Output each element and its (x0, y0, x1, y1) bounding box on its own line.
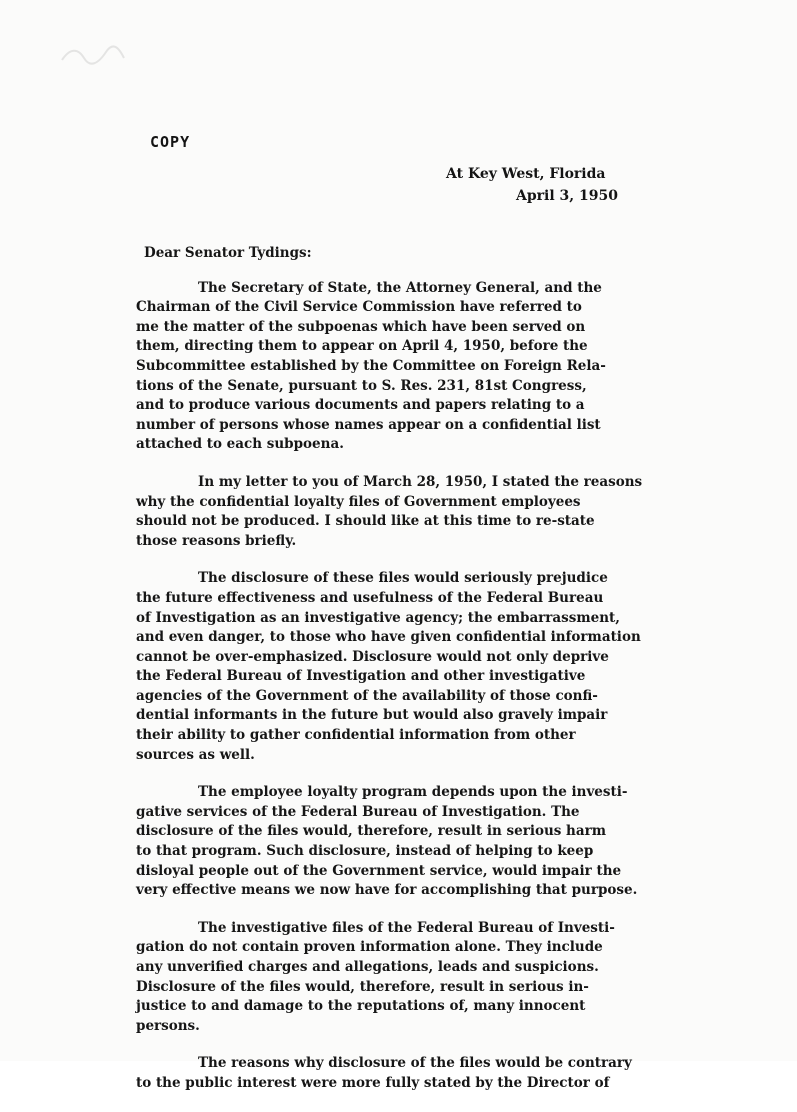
place-date-block (446, 163, 676, 207)
scan-smudge-mark (58, 44, 128, 66)
paragraph-line: persons. (136, 1017, 200, 1034)
paragraph-line: attached to each subpoena. (136, 436, 344, 453)
letter-date: April 3, 1950 (516, 188, 618, 204)
paragraph-line: and to produce various documents and papers relating to a (136, 397, 585, 414)
paragraph-line: justice to and damage to the reputations of, many innocent (136, 998, 586, 1015)
paragraph (136, 473, 676, 551)
paragraph-line: disclosure of the files would, therefore, result in serious harm (136, 823, 607, 840)
paragraph-line: gative services of the Federal Bureau of Investigation. The (136, 803, 580, 820)
paragraph-line: dential informants in the future but would also gravely impair (136, 707, 608, 724)
paragraph-line: any unverified charges and allegations, leads and suspicions. (136, 959, 599, 975)
paragraph-line: very effective means we now have for accomplishing that purpose. (136, 882, 638, 899)
copy-label: COPY (150, 133, 191, 151)
paragraph-line: The Secretary of State, the Attorney General, and the (198, 279, 602, 296)
paragraph-line: the Federal Bureau of Investigation and other investigative (136, 668, 586, 685)
letter-body (136, 244, 676, 1112)
paragraph-line: me the matter of the subpoenas which have been served on (136, 318, 586, 335)
paragraph-line: sources as well. (136, 746, 255, 763)
paragraph-line: their ability to gather confidential information from other (136, 727, 576, 744)
paragraph-line: of Investigation as an investigative agency; the embarrassment, (136, 609, 620, 626)
paragraph (136, 569, 676, 765)
paragraph-line: agencies of the Government of the availability of those confi- (136, 687, 598, 704)
letter-place: At Key West, Florida (446, 166, 606, 182)
paragraph-line: should not be produced. I should like at this time to re-state (136, 513, 595, 530)
paragraph (136, 919, 676, 1037)
paragraph-line: the future effectiveness and usefulness of the Federal Bureau (136, 589, 604, 606)
paragraph (136, 1054, 676, 1093)
paragraph-line: The reasons why disclosure of the files would be contrary (198, 1055, 632, 1072)
paragraph-line: and even danger, to those who have given confidential information (136, 629, 641, 646)
paragraph-line: those reasons briefly. (136, 532, 297, 549)
paragraph-line: The disclosure of these files would seriously prejudice (198, 570, 608, 587)
paragraph-line: In my letter to you of March 28, 1950, I stated the reasons (198, 473, 643, 490)
paragraph-line: The investigative files of the Federal Bureau of Investi- (198, 919, 615, 936)
paragraph-line: to that program. Such disclosure, instead of helping to keep (136, 843, 594, 860)
paragraph-line: Subcommittee established by the Committee on Foreign Rela- (136, 357, 606, 374)
paragraph-line: tions of the Senate, pursuant to S. Res. 231, 81st Congress, (136, 377, 587, 394)
paragraph-line: Disclosure of the files would, therefore, result in serious in- (136, 978, 589, 995)
paragraph-line: number of persons whose names appear on a confidential list (136, 416, 601, 433)
paragraph-line: them, directing them to appear on April 4, 1950, before the (136, 338, 588, 355)
paragraph (136, 783, 676, 901)
paragraph (136, 279, 676, 455)
paragraph-line: cannot be over-emphasized. Disclosure would not only deprive (136, 648, 609, 665)
paragraph-line: gation do not contain proven information alone. They include (136, 939, 603, 956)
paragraph-line: disloyal people out of the Government service, would impair the (136, 862, 622, 879)
paragraph-line: The employee loyalty program depends upon the investi- (198, 784, 628, 801)
paragraph-line: to the public interest were more fully stated by the Director of (136, 1074, 610, 1091)
paragraph-line: why the confidential loyalty files of Government employees (136, 493, 581, 510)
salutation: Dear Senator Tydings: (144, 245, 312, 261)
letter-paragraphs (136, 279, 676, 1094)
paragraph-line: Chairman of the Civil Service Commission have referred to (136, 299, 582, 316)
